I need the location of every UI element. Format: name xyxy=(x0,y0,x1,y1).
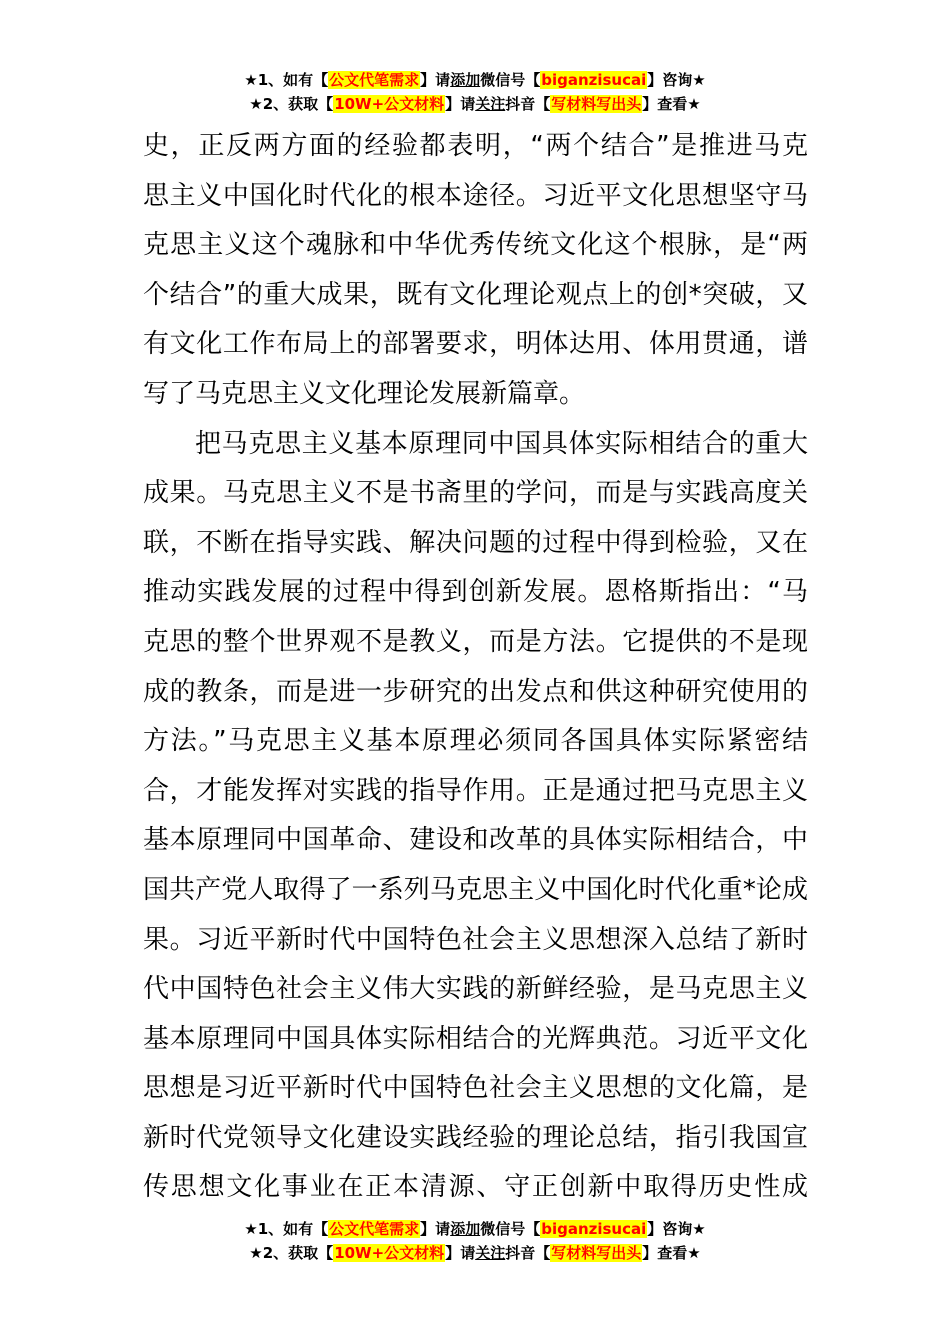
top-banner xyxy=(0,68,950,116)
body-line: 基本原理同中国革命、建设和改革的具体实际相结合，中 xyxy=(143,825,808,856)
banner-highlight: biganzisucai xyxy=(541,71,647,89)
body-line: 成的教条，而是进一步研究的出发点和供这种研究使用的 xyxy=(143,676,808,707)
banner-text: 】请 xyxy=(420,71,451,89)
body-line: 联，不断在指导实践、解决问题的过程中得到检验，又在 xyxy=(143,527,808,558)
banner-line-1 xyxy=(0,68,950,92)
document-body xyxy=(143,122,808,1213)
banner-highlight: 公文代笔需求 xyxy=(329,71,420,89)
banner-text: 】请 xyxy=(445,95,476,113)
banner-underline: 关注 xyxy=(475,1244,506,1262)
banner-line-1 xyxy=(0,1217,950,1241)
banner-text: 抖音【 xyxy=(505,95,551,113)
banner-underline: 添加 xyxy=(450,71,481,89)
body-line: 克思主义这个魂脉和中华优秀传统文化这个根脉，是“两 xyxy=(143,230,808,261)
banner-highlight: 写材料写出头 xyxy=(551,95,642,113)
body-line: 有文化工作布局上的部署要求，明体达用、体用贯通，谱 xyxy=(143,329,808,360)
body-line: 思主义中国化时代化的根本途径。习近平文化思想坚守马 xyxy=(143,180,808,211)
body-line: 推动实践发展的过程中得到创新发展。恩格斯指出：“马 xyxy=(143,577,808,608)
body-line: 克思的整个世界观不是教义，而是方法。它提供的不是现 xyxy=(143,626,808,657)
banner-underline: 添加 xyxy=(450,1220,481,1238)
banner-text: ★1、如有【 xyxy=(244,71,329,89)
banner-highlight: 公文代笔需求 xyxy=(329,1220,420,1238)
banner-text: 抖音【 xyxy=(505,1244,551,1262)
body-line: 史，正反两方面的经验都表明，“两个结合”是推进马克 xyxy=(143,131,808,161)
body-line: 基本原理同中国具体实际相结合的光辉典范。习近平文化 xyxy=(143,1023,808,1054)
banner-highlight: 写材料写出头 xyxy=(551,1244,642,1262)
body-line: 代中国特色社会主义伟大实践的新鲜经验，是马克思主义 xyxy=(143,974,808,1005)
banner-highlight: 10W+公文材料 xyxy=(334,1244,445,1262)
banner-highlight: 10W+公文材料 xyxy=(334,95,445,113)
banner-text: 微信号【 xyxy=(480,1220,541,1238)
body-line: 新时代党领导文化建设实践经验的理论总结，指引我国宣 xyxy=(143,1122,808,1153)
body-line: 思想是习近平新时代中国特色社会主义思想的文化篇，是 xyxy=(143,1073,808,1104)
body-line: 个结合”的重大成果，既有文化理论观点上的创*突破，又 xyxy=(143,279,808,310)
body-line: 果。习近平新时代中国特色社会主义思想深入总结了新时 xyxy=(143,924,808,955)
banner-text: 】咨询★ xyxy=(647,1220,706,1238)
banner-line-2 xyxy=(0,92,950,116)
banner-text: ★1、如有【 xyxy=(244,1220,329,1238)
paragraph-start-line: 把马克思主义基本原理同中国具体实际相结合的重大 xyxy=(195,428,808,459)
banner-text: 】请 xyxy=(420,1220,451,1238)
banner-text: 】查看★ xyxy=(642,1244,701,1262)
body-line: 传思想文化事业在正本清源、守正创新中取得历史性成 xyxy=(143,1172,808,1203)
banner-text: 微信号【 xyxy=(480,71,541,89)
banner-highlight: biganzisucai xyxy=(541,1220,647,1238)
banner-text: 】咨询★ xyxy=(647,71,706,89)
banner-text: ★2、获取【 xyxy=(249,95,334,113)
body-line: 国共产党人取得了一系列马克思主义中国化时代化重*论成 xyxy=(143,874,808,905)
body-line: 写了马克思主义文化理论发展新篇章。 xyxy=(143,378,586,409)
body-line: 成果。马克思主义不是书斋里的学问，而是与实践高度关 xyxy=(143,478,808,509)
body-line: 方法。”马克思主义基本原理必须同各国具体实际紧密结 xyxy=(143,726,808,757)
banner-text: ★2、获取【 xyxy=(249,1244,334,1262)
banner-line-2 xyxy=(0,1241,950,1265)
banner-underline: 关注 xyxy=(475,95,506,113)
banner-text: 】查看★ xyxy=(642,95,701,113)
body-line: 合，才能发挥对实践的指导作用。正是通过把马克思主义 xyxy=(143,775,808,806)
banner-text: 】请 xyxy=(445,1244,476,1262)
bottom-banner xyxy=(0,1217,950,1265)
